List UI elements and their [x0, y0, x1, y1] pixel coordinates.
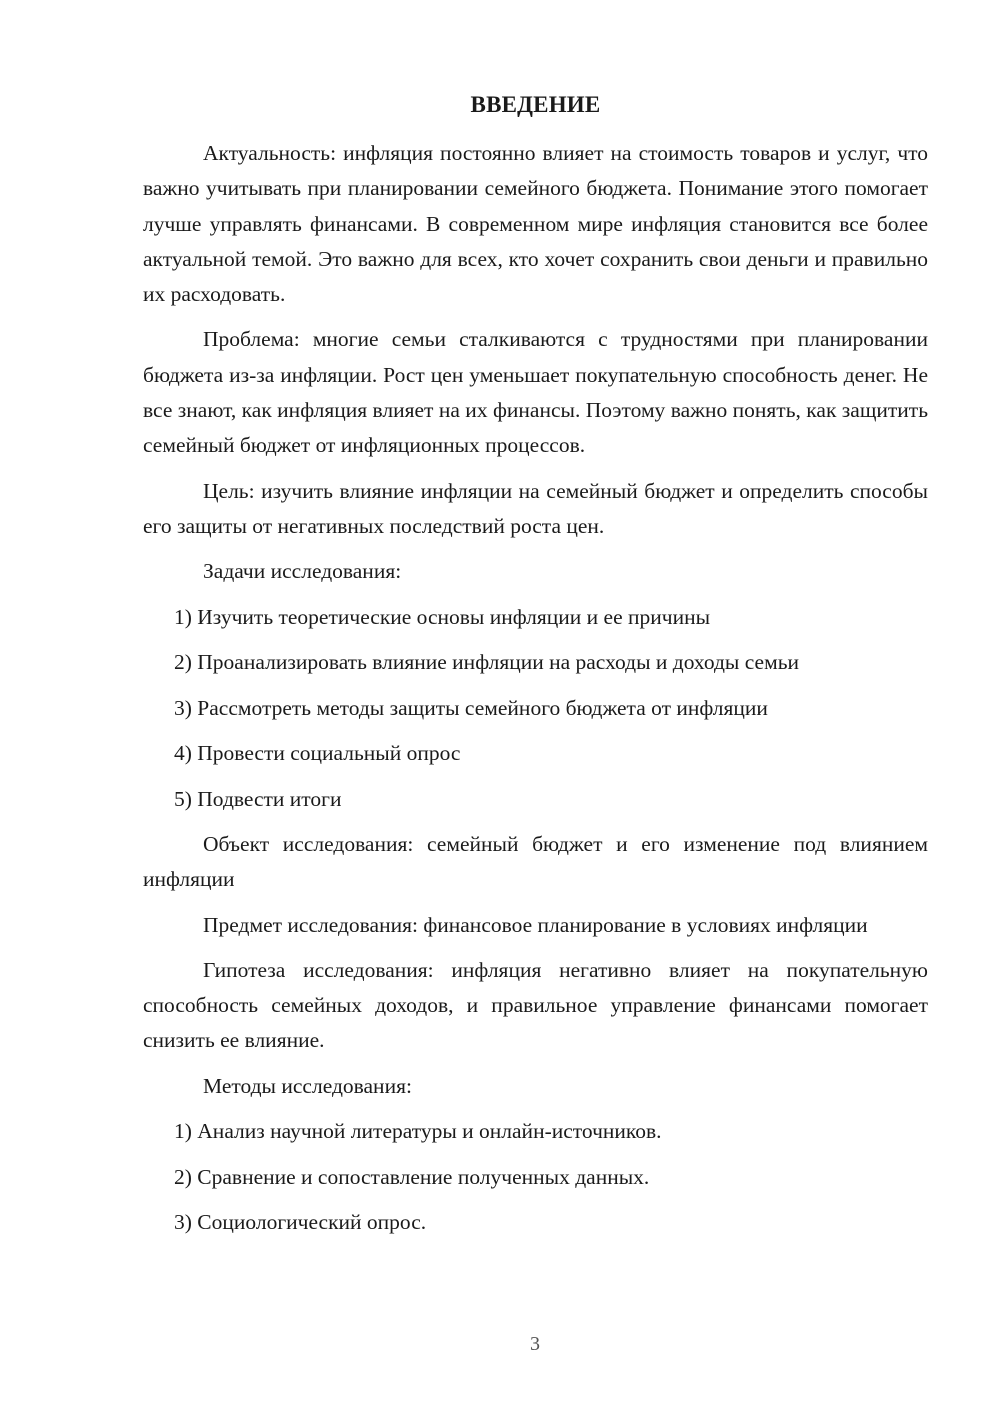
object-paragraph: Объект исследования: семейный бюджет и его изменение под влиянием инфляции: [143, 831, 928, 892]
page-number: 3: [530, 1333, 540, 1355]
methods-label: Методы исследования:: [203, 1073, 412, 1098]
task-item: 5) Подвести итоги: [174, 786, 342, 811]
hypothesis-paragraph: Гипотеза исследования: инфляция негативно влияет на покупательную способность семейных доходов, и правильное управление финансами помогает снизить ее влияние.: [143, 957, 928, 1053]
method-item: 3) Социологический опрос.: [174, 1210, 427, 1235]
problem-paragraph: Проблема: многие семьи сталкиваются с трудностями при планировании бюджета из-за инфляции. Рост цен уменьшает покупательную способность денег. Не все знают, как инфляция влияет на их финансы. Поэтому важно понять, как защитить семейный бюджет от инфляционных процессов.: [143, 327, 928, 458]
subject-paragraph: Предмет исследования: финансовое планирование в условиях инфляции: [203, 912, 868, 937]
task-item: 3) Рассмотреть методы защиты семейного бюджета от инфляции: [174, 695, 768, 720]
relevance-paragraph: Актуальность: инфляция постоянно влияет на стоимость товаров и услуг, что важно учитывать при планировании семейного бюджета. Понимание этого помогает лучше управлять финансами. В современном мире инфляция становится все более актуальной темой. Это важно для всех, кто хочет сохранить свои деньги и правильно их расходовать.: [143, 141, 928, 307]
tasks-label: Задачи исследования:: [203, 559, 402, 584]
tasks-list: [143, 600, 928, 817]
task-item: 2) Проанализировать влияние инфляции на расходы и доходы семьи: [174, 650, 800, 675]
document-page: [143, 90, 928, 1251]
task-item: 1) Изучить теоретические основы инфляции и ее причины: [174, 604, 711, 629]
goal-paragraph: Цель: изучить влияние инфляции на семейный бюджет и определить способы его защиты от негативных последствий роста цен.: [143, 478, 928, 538]
method-item: 1) Анализ научной литературы и онлайн-источников.: [174, 1119, 662, 1144]
methods-list: [143, 1114, 928, 1240]
method-item: 2) Сравнение и сопоставление полученных данных.: [174, 1164, 650, 1189]
task-item: 4) Провести социальный опрос: [174, 741, 461, 766]
page-title: ВВЕДЕНИЕ: [470, 92, 601, 117]
